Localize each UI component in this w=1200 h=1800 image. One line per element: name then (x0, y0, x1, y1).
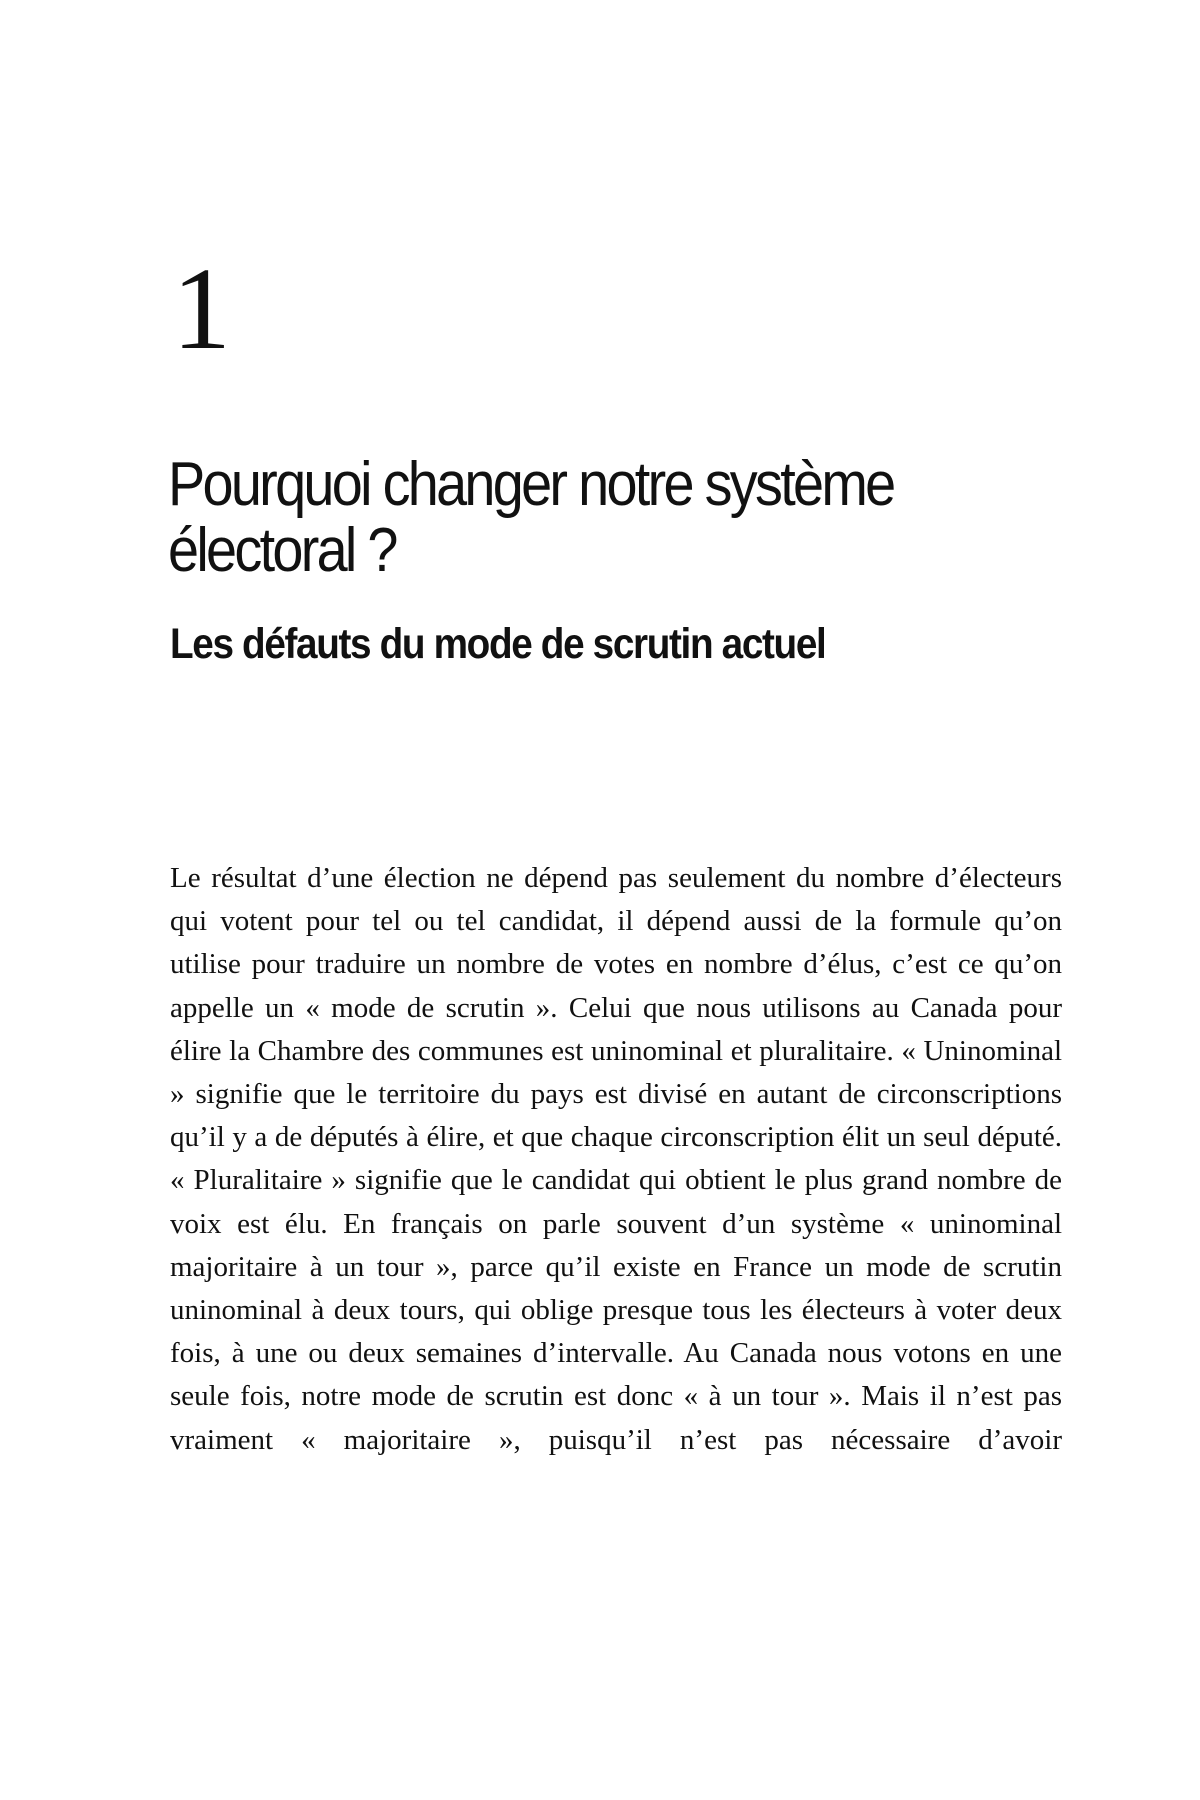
chapter-number: 1 (172, 243, 231, 374)
chapter-title: Pourquoi changer notre système électoral ? (168, 450, 894, 585)
chapter-subtitle: Les défauts du mode de scrutin actuel (170, 620, 826, 668)
body-paragraph: Le résultat d’une élection ne dépend pas seulement du nombre d’électeurs qui votent pour tel ou tel candidat, il dépend aussi de la formule qu’on utilise pour traduire un nombre de votes en nombre d’élus, c’est ce qu’on appelle un « mode de scrutin ». Celui que nous utilisons au Canada pour élire la Chambre des communes est uninominal et pluralitaire. « Uninominal » signifie que le territoire du pays est divisé en autant de circonscriptions qu’il y a de députés à élire, et que chaque circonscription élit un seul député. « Pluralitaire » signifie que le candidat qui obtient le plus grand nombre de voix est élu. En français on parle souvent d’un système « uninominal majoritaire à un tour », parce qu’il existe en France un mode de scrutin uninominal à deux tours, qui oblige presque tous les électeurs à voter deux fois, à une ou deux semaines d’intervalle. Au Canada nous votons en une seule fois, notre mode de scrutin est donc « à un tour ». Mais il n’est pas vraiment « majoritaire », puisqu’il n’est pas nécessaire d’avoir (170, 862, 1062, 1456)
